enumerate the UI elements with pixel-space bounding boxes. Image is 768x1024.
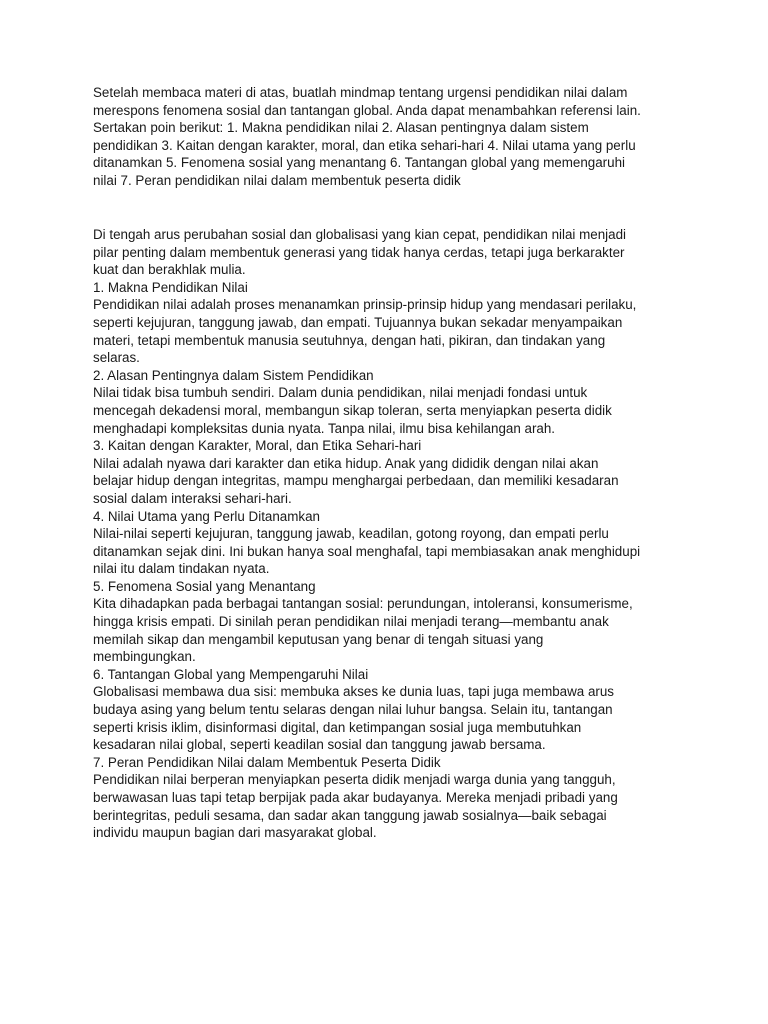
- text-line: budaya asing yang belum tentu selaras dengan nilai luhur bangsa. Selain itu, tantangan: [93, 702, 613, 718]
- text-line: berintegritas, peduli sesama, dan sadar akan tanggung jawab sosialnya—baik sebagai: [93, 807, 607, 823]
- text-line: Pendidikan nilai adalah proses menanamkan prinsip-prinsip hidup yang mendasari perilaku,: [93, 297, 637, 313]
- text-line: Nilai-nilai seperti kejujuran, tanggung jawab, keadilan, gotong royong, dan empati perlu: [93, 526, 609, 542]
- text-line: hingga krisis empati. Di sinilah peran pendidikan nilai menjadi terang—membantu anak: [93, 614, 609, 630]
- text-line: ditanamkan sejak dini. Ini bukan hanya soal menghafal, tapi membiasakan anak menghidupi: [93, 543, 641, 559]
- text-line: mencegah dekadensi moral, membangun sikap toleran, serta menyiapkan peserta didik: [93, 402, 612, 418]
- text-line: 6. Tantangan Global yang Mempengaruhi Nilai: [93, 666, 369, 682]
- answer-text: [93, 226, 693, 842]
- text-line: seperti krisis iklim, disinformasi digital, dan ketimpangan sosial juga membutuhkan: [93, 719, 582, 735]
- text-line: Di tengah arus perubahan sosial dan globalisasi yang kian cepat, pendidikan nilai menjadi: [93, 227, 627, 242]
- text-line: pilar penting dalam membentuk generasi yang tidak hanya cerdas, tetapi juga berkarakter: [93, 244, 625, 260]
- text-line: Pendidikan nilai berperan menyiapkan peserta didik menjadi warga dunia yang tangguh,: [93, 772, 616, 788]
- text-line: 4. Nilai Utama yang Perlu Ditanamkan: [93, 508, 321, 524]
- text-line: menghadapi kompleksitas dunia nyata. Tanpa nilai, ilmu bisa kehilangan arah.: [93, 420, 556, 436]
- text-line: 7. Peran Pendidikan Nilai dalam Membentuk Peserta Didik: [93, 754, 441, 770]
- text-line: seperti kejujuran, tanggung jawab, dan empati. Tujuannya bukan sekadar menyampaikan: [93, 314, 623, 330]
- text-line: Sertakan poin berikut: 1. Makna pendidikan nilai 2. Alasan pentingnya dalam sistem: [93, 120, 589, 136]
- text-line: nilai itu dalam tindakan nyata.: [93, 561, 270, 577]
- assignment-prompt: [93, 84, 693, 190]
- text-line: 5. Fenomena Sosial yang Menantang: [93, 578, 316, 594]
- text-line: kuat dan berakhlak mulia.: [93, 262, 246, 278]
- text-line: Globalisasi membawa dua sisi: membuka akses ke dunia luas, tapi juga membawa arus: [93, 684, 614, 700]
- text-line: 3. Kaitan dengan Karakter, Moral, dan Etika Sehari-hari: [93, 438, 422, 454]
- text-line: sosial dalam interaksi sehari-hari.: [93, 490, 292, 506]
- text-line: Nilai tidak bisa tumbuh sendiri. Dalam dunia pendidikan, nilai menjadi fondasi untuk: [93, 385, 588, 401]
- text-line: merespons fenomena sosial dan tantangan global. Anda dapat menambahkan referensi lain.: [93, 102, 641, 118]
- text-line: materi, tetapi membentuk manusia seutuhnya, dengan hati, pikiran, dan tindakan yang: [93, 332, 606, 348]
- text-line: kesadaran nilai global, seperti keadilan sosial dan tanggung jawab bersama.: [93, 737, 546, 753]
- text-line: Setelah membaca materi di atas, buatlah mindmap tentang urgensi pendidikan nilai dalam: [93, 85, 628, 100]
- text-line: belajar hidup dengan integritas, mampu menghargai perbedaan, dan memiliki kesadaran: [93, 473, 619, 489]
- text-line: Nilai adalah nyawa dari karakter dan etika hidup. Anak yang dididik dengan nilai akan: [93, 455, 599, 471]
- text-line: memilah sikap dan mengambil keputusan yang benar di tengah situasi yang: [93, 631, 544, 647]
- text-line: nilai 7. Peran pendidikan nilai dalam membentuk peserta didik: [93, 172, 461, 188]
- text-line: berwawasan luas tapi tetap berpijak pada akar budayanya. Mereka menjadi pribadi yang: [93, 790, 618, 805]
- text-line: selaras.: [93, 350, 140, 366]
- text-line: membingungkan.: [93, 649, 196, 665]
- text-line: Kita dihadapkan pada berbagai tantangan sosial: perundungan, intoleransi, konsumerisme,: [93, 596, 633, 612]
- text-line: 1. Makna Pendidikan Nilai: [93, 279, 248, 295]
- text-line: individu maupun bagian dari masyarakat global.: [93, 825, 377, 841]
- text-line: 2. Alasan Pentingnya dalam Sistem Pendidikan: [93, 367, 374, 383]
- text-line: ditanamkan 5. Fenomena sosial yang menantang 6. Tantangan global yang memengaruhi: [93, 155, 626, 171]
- text-line: pendidikan 3. Kaitan dengan karakter, moral, dan etika sehari-hari 4. Nilai utama yang perlu: [93, 137, 636, 153]
